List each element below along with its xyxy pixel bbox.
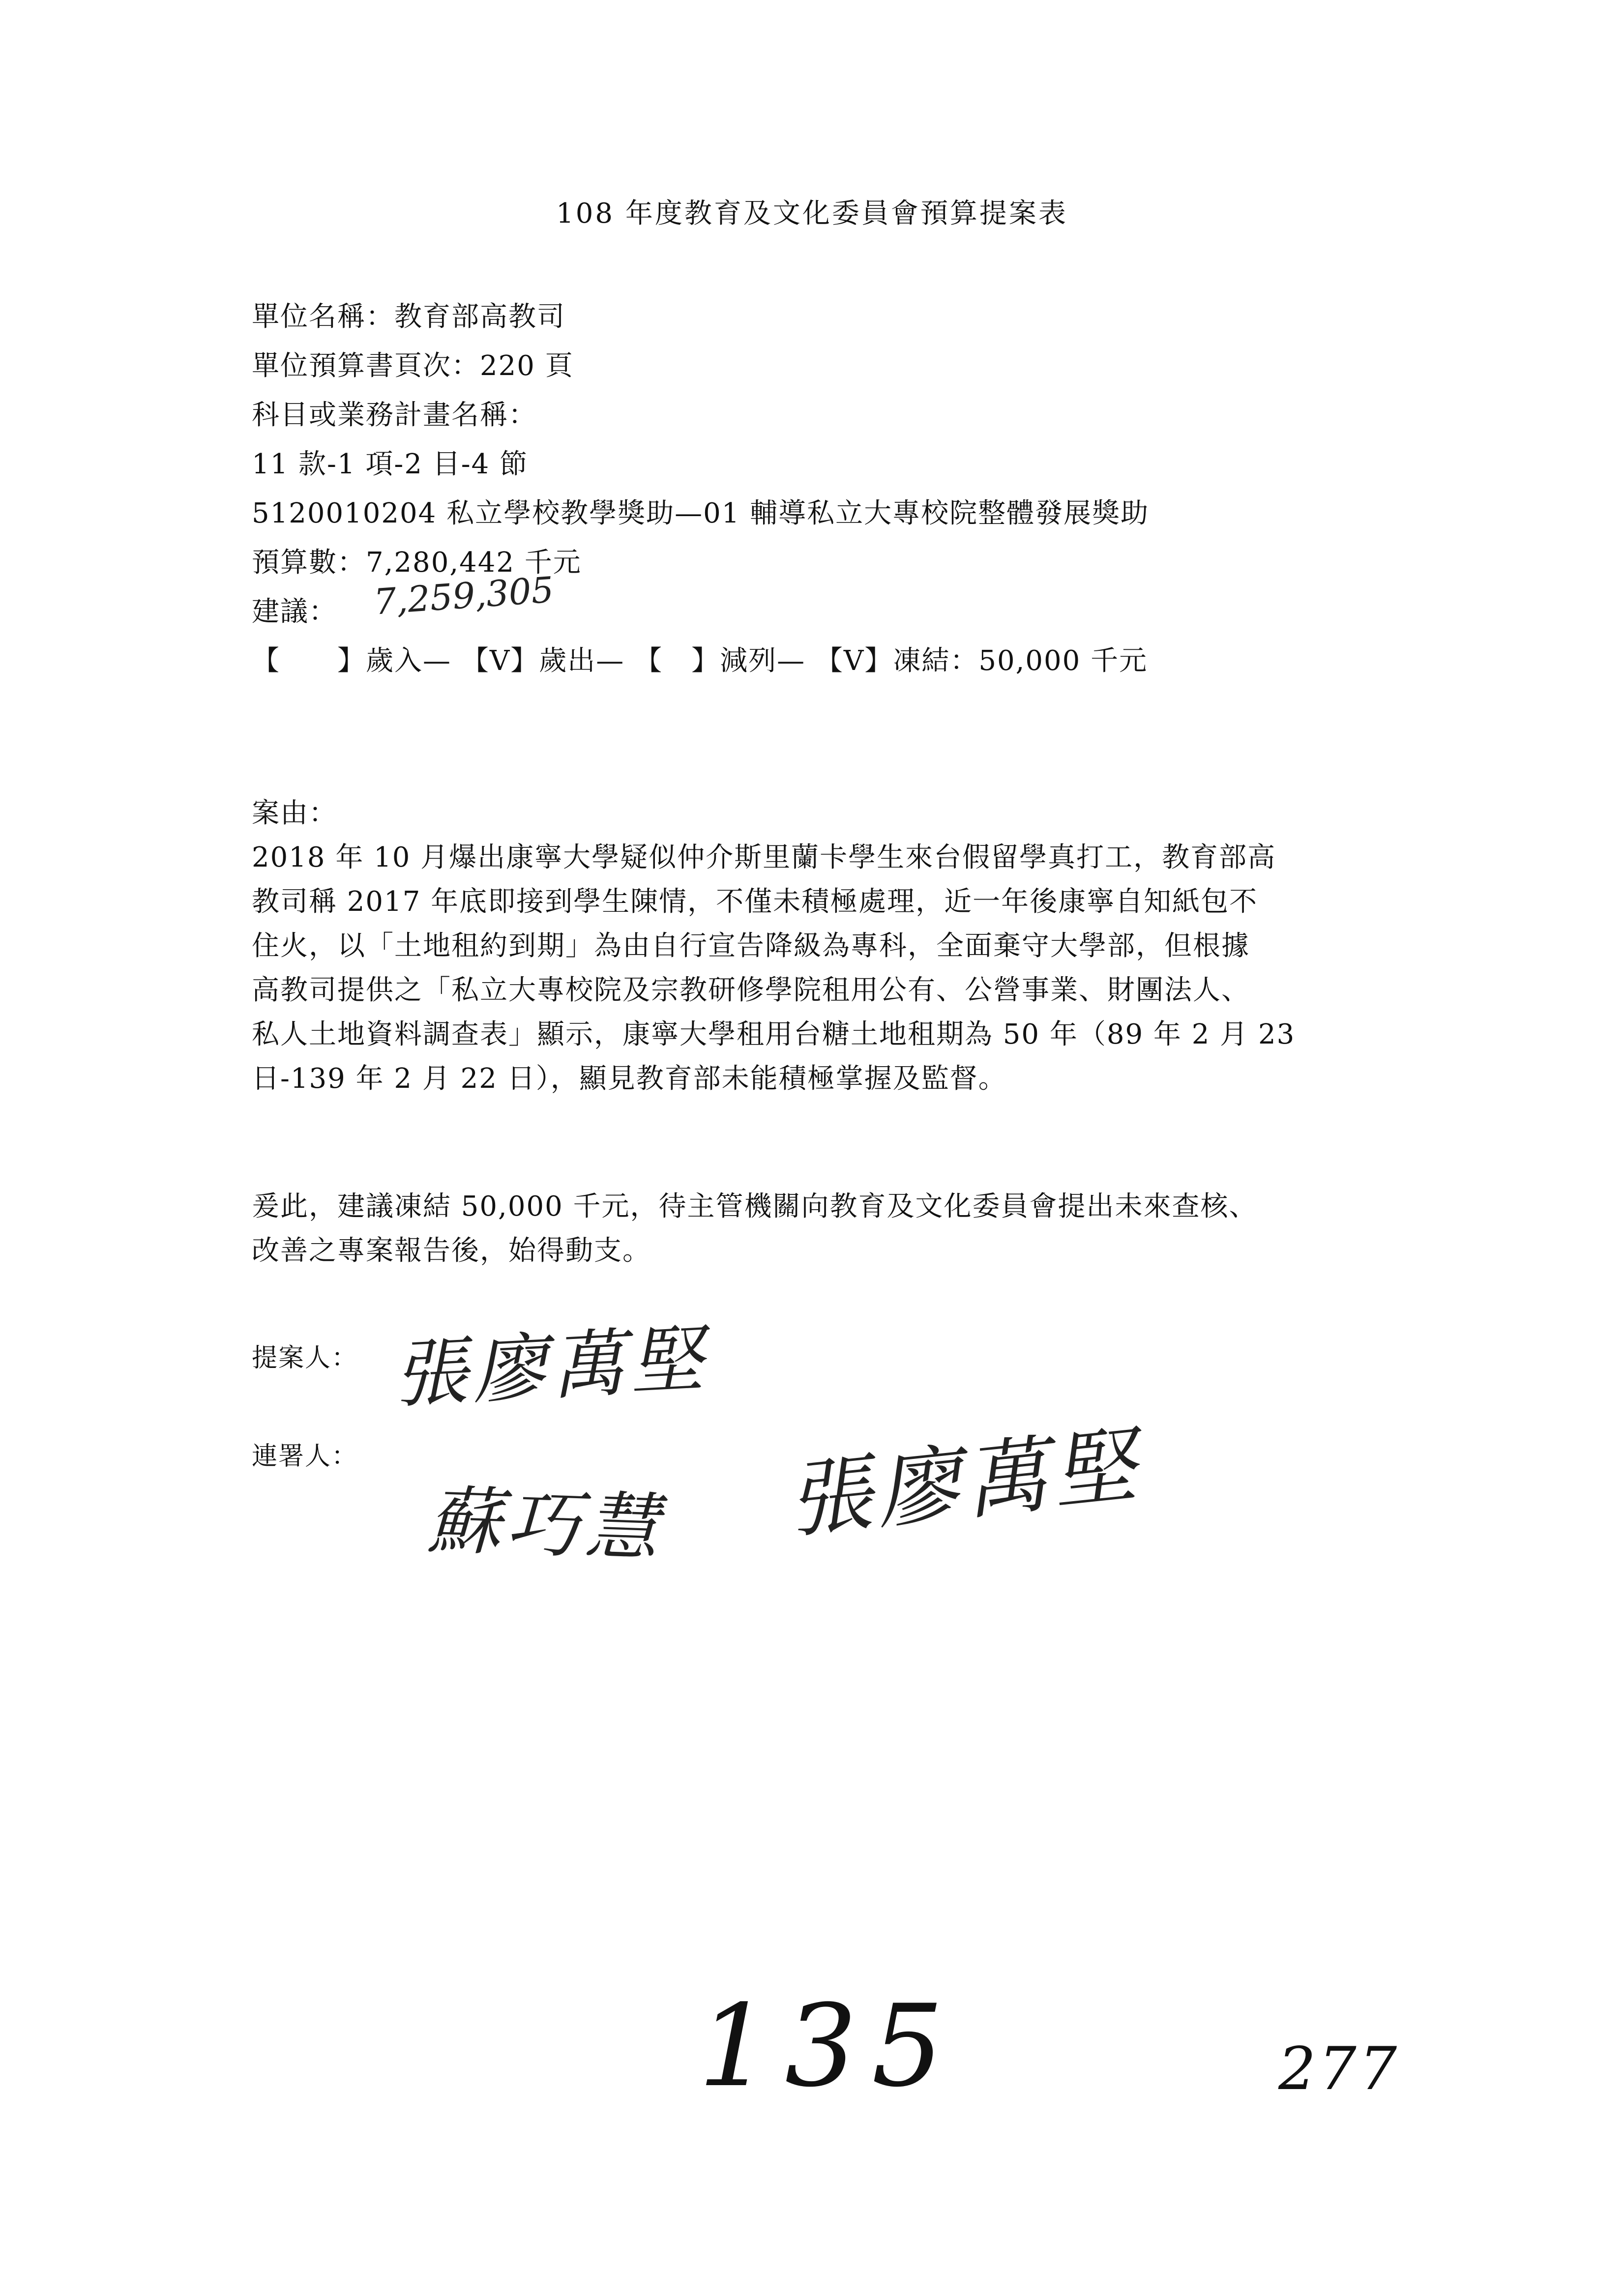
flag-freeze: 【V】凍結：50,000 千元 [815, 645, 1148, 677]
reason-line: 住火，以「土地租約到期」為由自行宣告降級為專科，全面棄守大學部，但根據 [252, 930, 1250, 962]
cosigner-label: 連署人： [252, 1442, 358, 1471]
conclusion-line: 改善之專案報告後，始得動支。 [252, 1235, 651, 1267]
budget-flags [252, 639, 1148, 678]
flag-cut: 【 】減列— [634, 645, 806, 677]
suggest-label: 建議： [252, 596, 337, 628]
reason-line: 私人土地資料調查表」顯示，康寧大學租用台糖土地租期為 50 年（89 年 2 月 23 [252, 1018, 1296, 1050]
budget-page: 單位預算書頁次：220 頁 [252, 350, 574, 382]
flag-revenue: 【 】歲入— [252, 645, 451, 677]
handwritten-page-number: 135 [698, 1981, 958, 2112]
item-label: 科目或業務計畫名稱： [252, 399, 537, 431]
cosigner-signature-2: 張廖萬堅 [783, 1416, 1146, 1551]
proposer-signature: 張廖萬堅 [391, 1316, 710, 1419]
item-name: 5120010204 私立學校教學獎助—01 輔導私立大專校院整體發展獎助 [252, 497, 1150, 529]
suggest-handwritten-value: 7,259,305 [372, 569, 555, 623]
handwritten-corner-number: 277 [1278, 2035, 1400, 2103]
conclusion-line: 爰此，建議凍結 50,000 千元，待主管機關向教育及文化委員會提出未來查核、 [252, 1191, 1258, 1222]
reason-label: 案由： [252, 797, 337, 829]
reason-line: 2018 年 10 月爆出康寧大學疑似仲介斯里蘭卡學生來台假留學真打工，教育部高 [252, 842, 1276, 873]
unit-name: 單位名稱：教育部高教司 [252, 301, 565, 333]
item-code: 11 款-1 項-2 目-4 節 [252, 448, 529, 480]
cosigner-signature-1: 蘇巧慧 [426, 1478, 665, 1572]
budget-amount: 預算數：7,280,442 千元 [252, 547, 582, 579]
reason-line: 教司稱 2017 年底即接到學生陳情，不僅未積極處理，近一年後康寧自知紙包不 [252, 886, 1258, 918]
conclusion-paragraph [252, 1185, 1383, 1273]
reason-paragraph [252, 836, 1383, 1101]
reason-line: 日-139 年 2 月 22 日），顯見教育部未能積極掌握及監督。 [252, 1063, 1007, 1095]
flag-expense: 【V】歲出— [461, 645, 625, 677]
proposer-label: 提案人： [252, 1343, 358, 1373]
reason-line: 高教司提供之「私立大專校院及宗教研修學院租用公有、公營事業、財團法人、 [252, 974, 1250, 1006]
document-title: 108 年度教育及文化委員會預算提案表 [556, 198, 1068, 230]
